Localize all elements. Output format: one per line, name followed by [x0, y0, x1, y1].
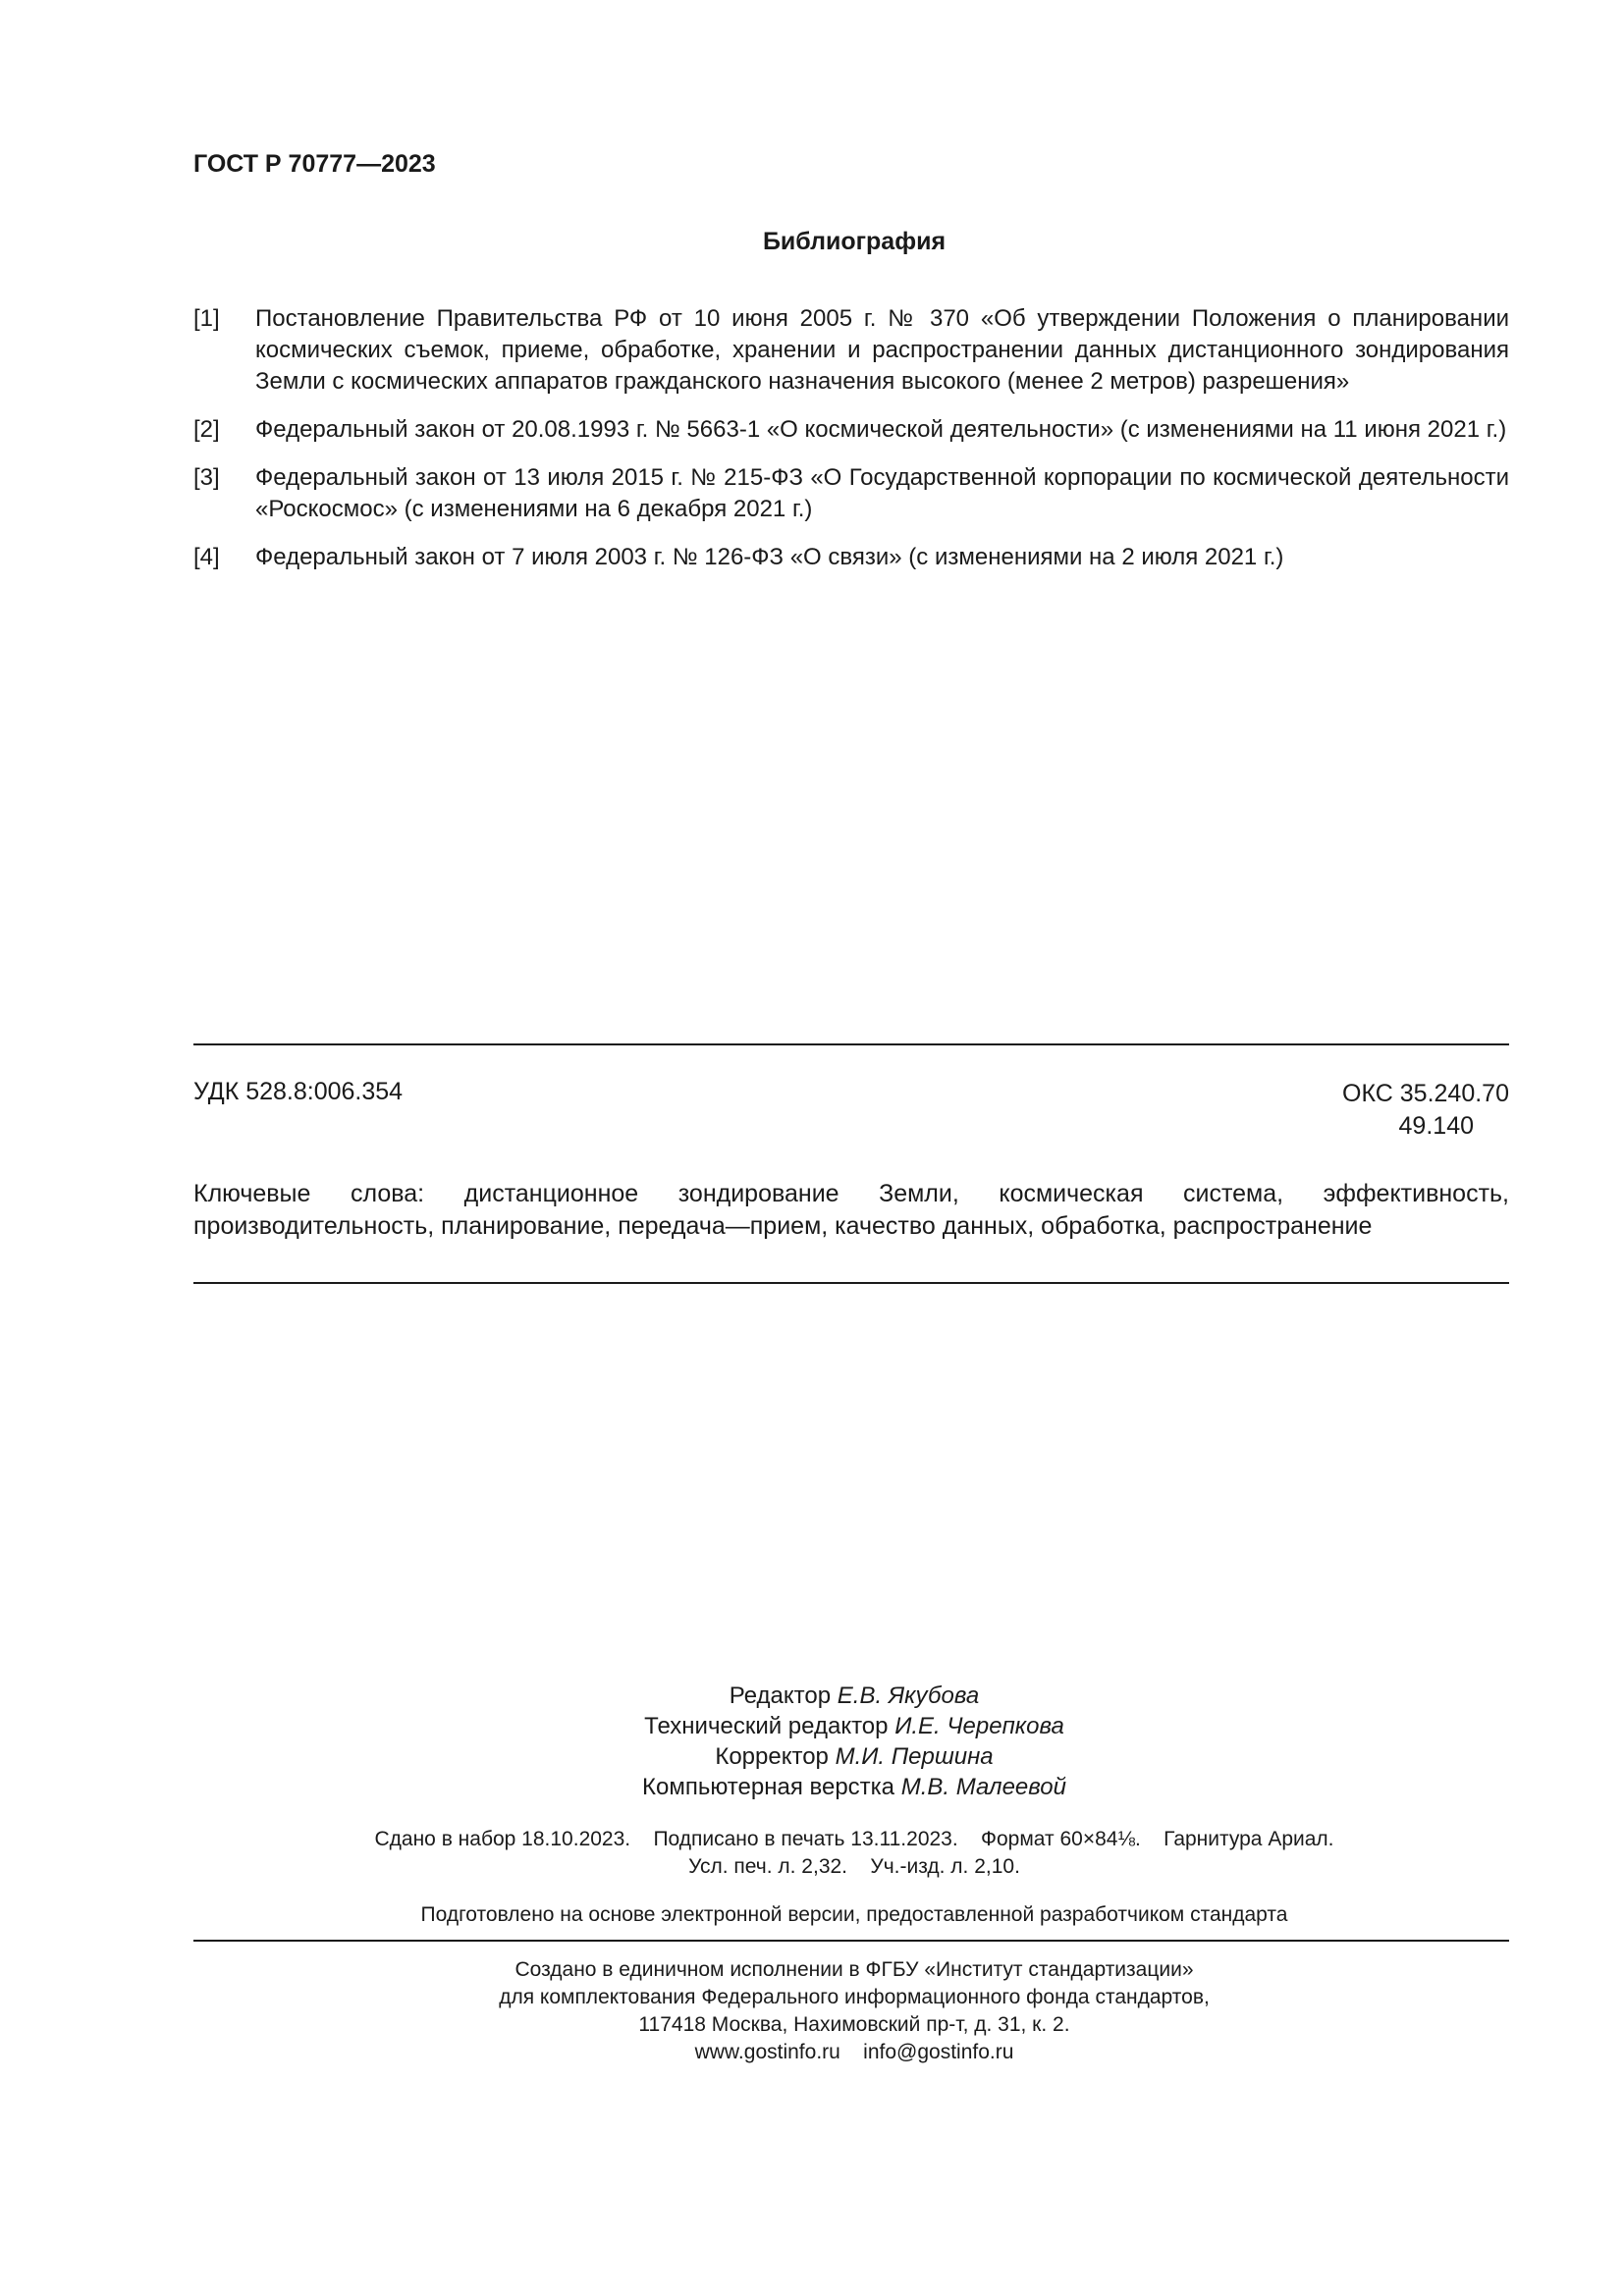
document-id: ГОСТ Р 70777—2023	[193, 150, 436, 178]
bibliography-item-text: Федеральный закон от 7 июля 2003 г. № 126-ФЗ «О связи» (с изменениями на 2 июля 2021 г.)	[255, 544, 1284, 570]
footer-line3: 117418 Москва, Нахимовский пр-т, д. 31, к. 2.	[638, 2013, 1070, 2036]
bibliography-item	[193, 303, 1509, 398]
keywords-divider	[193, 1282, 1509, 1284]
bibliography-item-number: [2]	[193, 416, 220, 443]
footer-line1: Создано в единичном исполнении в ФГБУ «Институт стандартизации»	[514, 1958, 1194, 1981]
bibliography-item	[193, 542, 1509, 573]
oks-code-line1: ОКС 35.240.70	[1342, 1080, 1509, 1107]
bibliography-title: Библиография	[762, 228, 947, 255]
publication-info-line1: Сдано в набор 18.10.2023. Подписано в печать 13.11.2023. Формат 60×84⅛. Гарнитура Ариал.	[374, 1828, 1334, 1850]
footer-line2: для комплектования Федерального информационного фонда стандартов,	[499, 1986, 1210, 2008]
oks-code-line2: 49.140	[1398, 1112, 1474, 1140]
top-divider	[193, 1043, 1509, 1045]
credit-name: Е.В. Якубова	[837, 1682, 980, 1709]
credit-line	[0, 1741, 1624, 1772]
footer-contacts: www.gostinfo.ru info@gostinfo.ru	[694, 2041, 1014, 2063]
footer-divider	[193, 1940, 1509, 1942]
bibliography-item	[193, 414, 1509, 446]
footer-block	[0, 1956, 1624, 2066]
credit-role: Технический редактор	[644, 1713, 889, 1739]
publication-info-line2: Усл. печ. л. 2,32. Уч.-изд. л. 2,10.	[688, 1855, 1020, 1878]
bibliography-list	[193, 303, 1509, 590]
credits-block	[0, 1681, 1624, 1802]
credit-name: М.И. Першина	[835, 1743, 994, 1770]
bibliography-item-text: Постановление Правительства РФ от 10 июня 2005 г. № 370 «Об утверждении Положения о планировании космических съемок, приеме, обработке, хранении и распространении данных дистанционного зондирования Земли с космических аппаратов гражданского назначения высокого (менее 2 метров) разрешения»	[255, 305, 1509, 395]
bibliography-item-number: [4]	[193, 544, 220, 570]
credit-role: Корректор	[715, 1743, 829, 1770]
credit-role: Редактор	[729, 1682, 832, 1709]
bibliography-item-text: Федеральный закон от 20.08.1993 г. № 5663-1 «О космической деятельности» (с изменениями на 11 июня 2021 г.)	[255, 416, 1507, 443]
credit-name: М.В. Малеевой	[900, 1774, 1066, 1800]
oks-code	[1342, 1078, 1509, 1143]
udk-code: УДК 528.8:006.354	[193, 1078, 404, 1105]
bibliography-item	[193, 462, 1509, 525]
credit-line	[0, 1711, 1624, 1741]
bibliography-item-number: [3]	[193, 464, 220, 491]
bibliography-item-number: [1]	[193, 305, 220, 332]
bibliography-item-text: Федеральный закон от 13 июля 2015 г. № 215-ФЗ «О Государственной корпорации по космической деятельности «Роскосмос» (с изменениями на 6 декабря 2021 г.)	[255, 464, 1509, 522]
publication-info	[0, 1826, 1624, 1881]
prepared-note: Подготовлено на основе электронной версии, предоставленной разработчиком стандарта	[420, 1903, 1288, 1926]
credit-line	[0, 1772, 1624, 1802]
credit-line	[0, 1681, 1624, 1711]
keywords: Ключевые слова: дистанционное зондирование Земли, космическая система, эффективность, производительность, планирование, передача—прием, качество данных, обработка, распространение	[193, 1180, 1509, 1240]
credit-name: И.Е. Черепкова	[894, 1713, 1064, 1739]
credit-role: Компьютерная верстка	[642, 1774, 895, 1800]
